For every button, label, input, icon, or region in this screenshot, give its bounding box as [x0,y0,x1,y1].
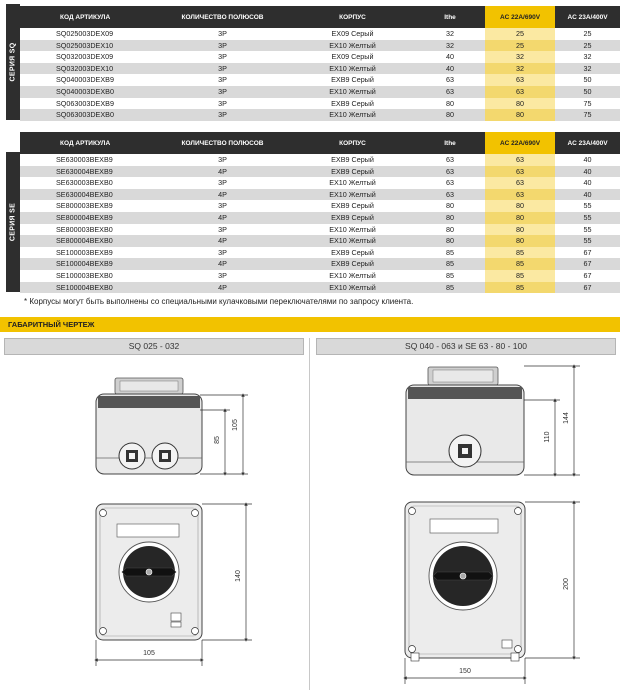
cell-ac22: 80 [485,212,555,224]
cell-ac22: 25 [485,40,555,52]
cell-code: SQ040003DEXB9 [20,74,155,86]
cell-ac23: 75 [555,98,620,110]
cell-ithe: 80 [415,235,485,247]
cell-body: EX10 Желтый [290,86,415,98]
cell-ac22: 85 [485,247,555,259]
cell-poles: 4P [155,189,290,201]
cell-ac23: 50 [555,74,620,86]
cell-code: SQ032003DEX09 [20,51,155,63]
cell-ac23: 55 [555,200,620,212]
cell-poles: 3P [155,224,290,236]
cell-code: SQ063003DEXB0 [20,109,155,121]
cell-body: EXB9 Серый [290,258,415,270]
cell-ithe: 80 [415,212,485,224]
cell-body: EXB9 Серый [290,154,415,166]
cell-body: EX10 Желтый [290,63,415,75]
cell-ithe: 63 [415,177,485,189]
cell-ithe: 80 [415,200,485,212]
drawing-left-title: SQ 025 - 032 [4,338,304,355]
cell-ac22: 85 [485,270,555,282]
cell-code: SE100003BEXB9 [20,247,155,259]
cell-ac22: 63 [485,74,555,86]
dim-left-front-height: 140 [235,570,242,582]
cell-body: EX10 Желтый [290,224,415,236]
cell-poles: 4P [155,212,290,224]
cell-code: SE630004BEXB0 [20,189,155,201]
cell-ac23: 67 [555,270,620,282]
cell-ac22: 63 [485,189,555,201]
cell-ac23: 40 [555,154,620,166]
cell-code: SQ032003DEX10 [20,63,155,75]
col-header-code: КОД АРТИКУЛА [20,6,155,28]
cell-body: EXB9 Серый [290,98,415,110]
right-top-dimensions [524,366,580,475]
cell-body: EXB9 Серый [290,247,415,259]
cell-code: SE100003BEXB0 [20,270,155,282]
cell-body: EXB9 Серый [290,200,415,212]
cell-code: SE800003BEXB0 [20,224,155,236]
dim-left-front-width: 105 [143,650,155,657]
col-header-ithe: Ithe [415,6,485,28]
cell-body: EX09 Серый [290,51,415,63]
cell-ithe: 85 [415,258,485,270]
cell-body: EX09 Серый [290,28,415,40]
cell-poles: 3P [155,98,290,110]
cell-ithe: 63 [415,86,485,98]
col-header-ac23: AC 23A/400V [555,132,620,154]
cell-ithe: 32 [415,28,485,40]
cell-ac23: 25 [555,28,620,40]
cell-poles: 3P [155,247,290,259]
dim-right-top-inner: 110 [544,431,551,443]
cell-ithe: 32 [415,40,485,52]
cell-ithe: 80 [415,98,485,110]
cell-poles: 4P [155,258,290,270]
cell-ithe: 63 [415,166,485,178]
cell-poles: 3P [155,177,290,189]
cell-body: EX10 Желтый [290,109,415,121]
cell-ac22: 63 [485,166,555,178]
cell-body: EXB9 Серый [290,212,415,224]
cell-body: EX10 Желтый [290,270,415,282]
cell-ac23: 67 [555,247,620,259]
cell-body: EXB9 Серый [290,74,415,86]
cell-ithe: 80 [415,224,485,236]
cell-body: EX10 Желтый [290,282,415,294]
dim-right-front-width: 150 [459,668,471,675]
cell-ac22: 85 [485,282,555,294]
cell-ithe: 85 [415,270,485,282]
cell-code: SQ025003DEX09 [20,28,155,40]
cell-poles: 4P [155,282,290,294]
cell-body: EX10 Желтый [290,235,415,247]
cell-ac22: 63 [485,86,555,98]
cell-ac22: 80 [485,200,555,212]
left-top-view [96,378,202,474]
cell-poles: 3P [155,28,290,40]
drawing-right-title: SQ 040 - 063 и SE 63 - 80 - 100 [316,338,616,355]
cell-poles: 3P [155,74,290,86]
cell-code: SQ040003DEXB0 [20,86,155,98]
right-front-view [405,502,525,661]
cell-ac23: 75 [555,109,620,121]
cell-poles: 3P [155,51,290,63]
cell-ithe: 40 [415,51,485,63]
cell-ac23: 40 [555,166,620,178]
cell-ac22: 80 [485,235,555,247]
series-sq-label: СЕРИЯ SQ [6,4,20,120]
cell-ithe: 85 [415,282,485,294]
cell-poles: 3P [155,109,290,121]
cell-poles: 3P [155,270,290,282]
dim-right-front-height: 200 [563,578,570,590]
cell-ac22: 63 [485,154,555,166]
section-title: ГАБАРИТНЫЙ ЧЕРТЕЖ [8,320,95,329]
cell-ac23: 40 [555,177,620,189]
cell-code: SQ025003DEX10 [20,40,155,52]
cell-ithe: 85 [415,247,485,259]
left-top-dimensions [200,395,248,474]
col-header-ac22: AC 22A/690V [485,132,555,154]
cell-poles: 3P [155,63,290,75]
cell-ac22: 80 [485,98,555,110]
cell-ac22: 63 [485,177,555,189]
col-header-poles: КОЛИЧЕСТВО ПОЛЮСОВ [155,132,290,154]
cell-ac22: 80 [485,109,555,121]
cell-ithe: 40 [415,63,485,75]
cell-ithe: 80 [415,109,485,121]
cell-poles: 3P [155,40,290,52]
footnote: * Корпусы могут быть выполнены со специальными кулачковыми переключателями по запросу клиента. [24,297,414,306]
cell-ithe: 63 [415,74,485,86]
col-header-body: КОРПУС [290,132,415,154]
col-header-body: КОРПУС [290,6,415,28]
cell-ac23: 67 [555,282,620,294]
cell-body: EXB9 Серый [290,166,415,178]
cell-body: EX10 Желтый [290,177,415,189]
col-header-ac23: AC 23A/400V [555,6,620,28]
cell-poles: 3P [155,86,290,98]
cell-body: EX10 Желтый [290,189,415,201]
right-top-view [406,367,524,475]
cell-code: SE630004BEXB9 [20,166,155,178]
cell-ac22: 32 [485,63,555,75]
col-header-ithe: Ithe [415,132,485,154]
left-front-view [96,504,202,640]
cell-code: SE630003BEXB9 [20,154,155,166]
dim-left-top-outer: 105 [232,419,239,431]
cell-ac23: 32 [555,63,620,75]
cell-code: SE800004BEXB0 [20,235,155,247]
cell-ithe: 63 [415,189,485,201]
col-header-poles: КОЛИЧЕСТВО ПОЛЮСОВ [155,6,290,28]
cell-poles: 3P [155,200,290,212]
col-header-code: КОД АРТИКУЛА [20,132,155,154]
cell-body: EX10 Желтый [290,40,415,52]
cell-poles: 3P [155,154,290,166]
cell-ac22: 25 [485,28,555,40]
cell-ac23: 40 [555,189,620,201]
cell-ac23: 67 [555,258,620,270]
cell-code: SE630003BEXB0 [20,177,155,189]
cell-code: SE100004BEXB0 [20,282,155,294]
dim-left-top-inner: 85 [214,436,221,444]
cell-code: SQ063003DEXB9 [20,98,155,110]
series-se-label: СЕРИЯ SE [6,152,20,292]
cell-ac22: 32 [485,51,555,63]
cell-ac23: 55 [555,235,620,247]
cell-ac23: 25 [555,40,620,52]
cell-ac23: 32 [555,51,620,63]
cell-code: SE100004BEXB9 [20,258,155,270]
cell-ac22: 85 [485,258,555,270]
cell-poles: 4P [155,166,290,178]
col-header-ac22: AC 22A/690V [485,6,555,28]
cell-code: SE800003BEXB9 [20,200,155,212]
cell-ac23: 55 [555,212,620,224]
cell-ac22: 80 [485,224,555,236]
cell-code: SE800004BEXB9 [20,212,155,224]
cell-poles: 4P [155,235,290,247]
cell-ac23: 55 [555,224,620,236]
dim-right-top-outer: 144 [563,412,570,424]
cell-ithe: 63 [415,154,485,166]
cell-ac23: 50 [555,86,620,98]
